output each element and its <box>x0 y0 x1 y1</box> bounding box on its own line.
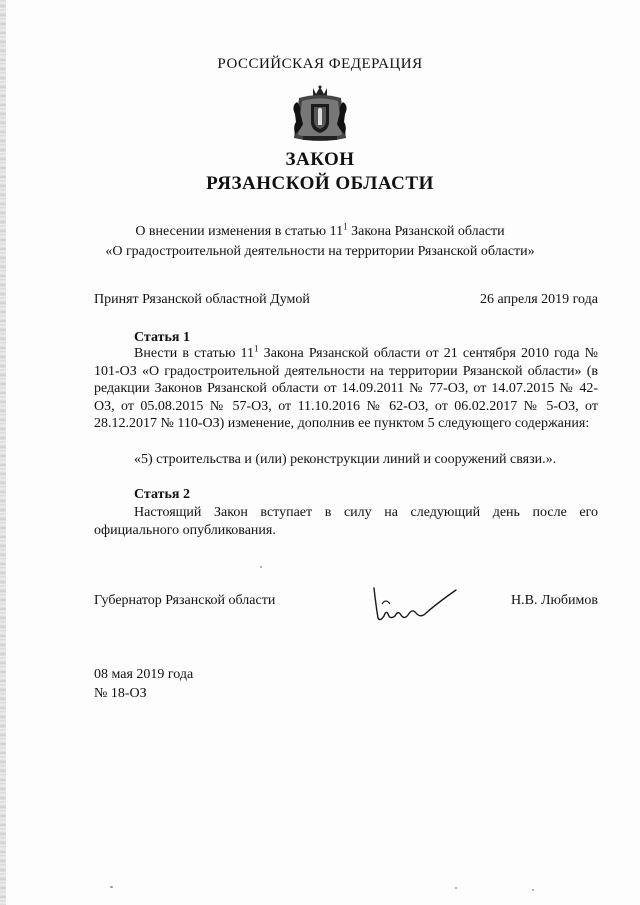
law-number: № 18-ОЗ <box>94 686 147 701</box>
handwritten-signature-icon <box>368 574 460 626</box>
governor-name: Н.В. Любимов <box>511 593 598 608</box>
law-title <box>0 148 640 196</box>
scan-speck <box>532 889 534 891</box>
subject-line2: «О градостроительной деятельности на территории Рязанской области» <box>105 244 535 259</box>
law-title-line2: РЯЗАНСКОЙ ОБЛАСТИ <box>206 173 434 194</box>
subject-line1-prefix: О внесении изменения в статью 11 <box>135 224 344 239</box>
subject-superscript: 1 <box>343 221 348 232</box>
scan-speck <box>455 887 457 889</box>
scan-edge <box>0 0 6 905</box>
governor-title: Губернатор Рязанской области <box>94 593 276 608</box>
signing-block <box>94 665 193 703</box>
signing-date: 08 мая 2019 года <box>94 667 194 682</box>
article1-prefix: Внести в статью 11 <box>134 346 255 361</box>
adopted-date: 26 апреля 2019 года <box>480 292 598 307</box>
law-title-line1: ЗАКОН <box>285 149 355 170</box>
article2-heading: Статья 2 <box>134 487 190 502</box>
article2-paragraph: Настоящий Закон вступает в силу на следующий день после его официального опубликования. <box>94 505 598 538</box>
law-subject <box>0 222 640 262</box>
coat-of-arms-icon <box>289 84 351 146</box>
subject-line1-suffix: Закона Рязанской области <box>347 224 505 239</box>
subject-line1 <box>0 222 640 242</box>
article1-paragraph <box>94 345 598 433</box>
scan-speck <box>110 886 113 888</box>
article1-superscript: 1 <box>254 343 259 354</box>
country-name: РОССИЙСКАЯ ФЕДЕРАЦИЯ <box>217 56 423 72</box>
article1-suffix: Закона Рязанской области от 21 сентября 2010 года № 101-ОЗ «О градостроительной деятельности на территории Рязанской области» (в редакции Законов Рязанской области от 14.09.2011 № 77-ОЗ, от 14.07.2015 № 42-ОЗ, от 05.08.2015 № 57-ОЗ, от 11.10.2016 № 62-ОЗ, от 06.02.2017 № 5-ОЗ, от 28.12.2017 № 110-ОЗ) изменение, дополнив ее пунктом 5 следующего содержания: <box>94 346 598 432</box>
scan-speck <box>260 566 262 568</box>
article1-heading: Статья 1 <box>134 330 190 345</box>
adopted-by: Принят Рязанской областной Думой <box>94 292 310 307</box>
article1-quote: «5) строительства и (или) реконструкции линий и сооружений связи.». <box>134 452 557 467</box>
